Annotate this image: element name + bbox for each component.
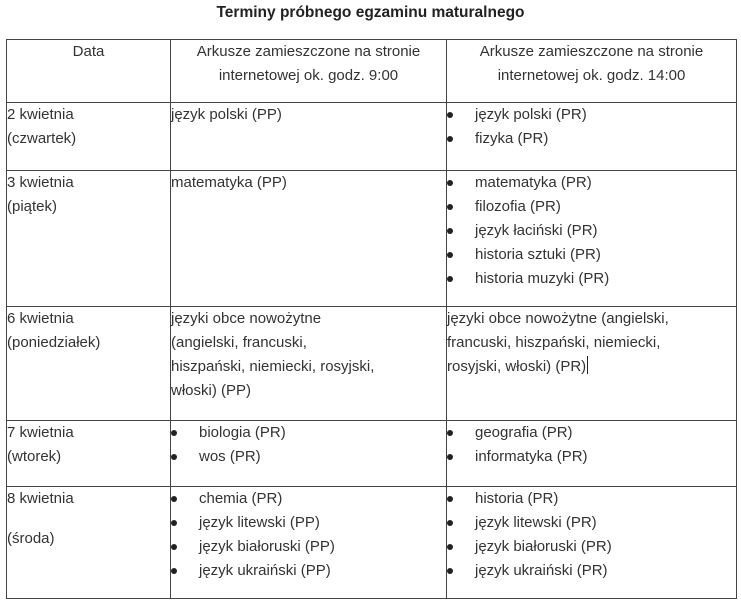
header-afternoon-line1: Arkusze zamieszczone na stronie	[479, 43, 704, 60]
table-header-row	[7, 40, 737, 103]
exam-list	[447, 421, 736, 469]
list-item: fizyka (PR)	[447, 127, 736, 151]
exam-schedule-table	[6, 39, 737, 599]
exam-text-line: języki obce nowożytne	[171, 310, 322, 327]
exam-text-line: hiszpański, niemiecki, rosyjski,	[171, 358, 375, 375]
date-weekday: (wtorek)	[7, 448, 62, 465]
header-date-label: Data	[72, 43, 105, 60]
exam-text-line: (angielski, francuski,	[171, 334, 307, 351]
list-item: geografia (PR)	[447, 421, 736, 445]
list-item: matematyka (PR)	[447, 171, 736, 195]
list-item: historia sztuki (PR)	[447, 243, 736, 267]
table-row	[7, 103, 737, 171]
table-row	[7, 171, 737, 307]
afternoon-cell	[447, 487, 737, 599]
list-item: język ukraiński (PP)	[171, 559, 446, 583]
exam-item: język polski (PP)	[171, 106, 282, 123]
morning-cell	[171, 103, 447, 171]
header-afternoon	[447, 40, 737, 103]
list-item: język łaciński (PR)	[447, 219, 736, 243]
date-weekday: (środa)	[7, 530, 55, 547]
exam-item: matematyka (PP)	[171, 174, 287, 191]
page-title: Terminy próbnego egzaminu maturalnego	[216, 4, 525, 21]
table-row	[7, 487, 737, 599]
exam-list	[447, 171, 736, 291]
exam-text-line: rosyjski, włoski) (PR)	[447, 358, 587, 375]
afternoon-cell	[447, 171, 737, 307]
header-afternoon-line2: internetowej ok. godz. 14:00	[497, 67, 686, 84]
list-item: język ukraiński (PR)	[447, 559, 736, 583]
exam-text-line: włoski) (PP)	[171, 382, 252, 399]
list-item: język białoruski (PR)	[447, 535, 736, 559]
afternoon-cell	[447, 421, 737, 487]
table-row	[7, 307, 737, 421]
morning-cell	[171, 487, 447, 599]
list-item: język polski (PR)	[447, 103, 736, 127]
exam-text-line: języki obce nowożytne (angielski,	[447, 310, 669, 327]
date-weekday: (piątek)	[7, 198, 58, 215]
list-item: informatyka (PR)	[447, 445, 736, 469]
date-day: 6 kwietnia	[7, 310, 74, 327]
afternoon-cell	[447, 103, 737, 171]
date-day: 7 kwietnia	[7, 424, 74, 441]
morning-cell	[171, 307, 447, 421]
date-weekday: (czwartek)	[7, 130, 77, 147]
header-morning-line2: internetowej ok. godz. 9:00	[218, 67, 399, 84]
table-row	[7, 421, 737, 487]
list-item: historia muzyki (PR)	[447, 267, 736, 291]
exam-list	[171, 421, 446, 469]
header-date	[7, 40, 171, 103]
list-item: biologia (PR)	[171, 421, 446, 445]
text-cursor	[587, 356, 588, 374]
date-day: 8 kwietnia	[7, 490, 74, 507]
date-day: 2 kwietnia	[7, 106, 74, 123]
header-morning	[171, 40, 447, 103]
exam-list	[447, 487, 736, 583]
date-cell	[7, 421, 171, 487]
header-morning-line1: Arkusze zamieszczone na stronie	[196, 43, 421, 60]
morning-cell	[171, 171, 447, 307]
date-cell	[7, 171, 171, 307]
date-cell	[7, 307, 171, 421]
date-day: 3 kwietnia	[7, 174, 74, 191]
list-item: wos (PR)	[171, 445, 446, 469]
list-item: język litewski (PR)	[447, 511, 736, 535]
date-cell	[7, 103, 171, 171]
list-item: język białoruski (PP)	[171, 535, 446, 559]
afternoon-cell[interactable]	[447, 307, 737, 421]
date-weekday: (poniedziałek)	[7, 334, 101, 351]
list-item: chemia (PR)	[171, 487, 446, 511]
exam-text-line: francuski, hiszpański, niemiecki,	[447, 334, 661, 351]
exam-list	[447, 103, 736, 151]
list-item: historia (PR)	[447, 487, 736, 511]
list-item: filozofia (PR)	[447, 195, 736, 219]
exam-list	[171, 487, 446, 583]
date-cell	[7, 487, 171, 599]
morning-cell	[171, 421, 447, 487]
list-item: język litewski (PP)	[171, 511, 446, 535]
